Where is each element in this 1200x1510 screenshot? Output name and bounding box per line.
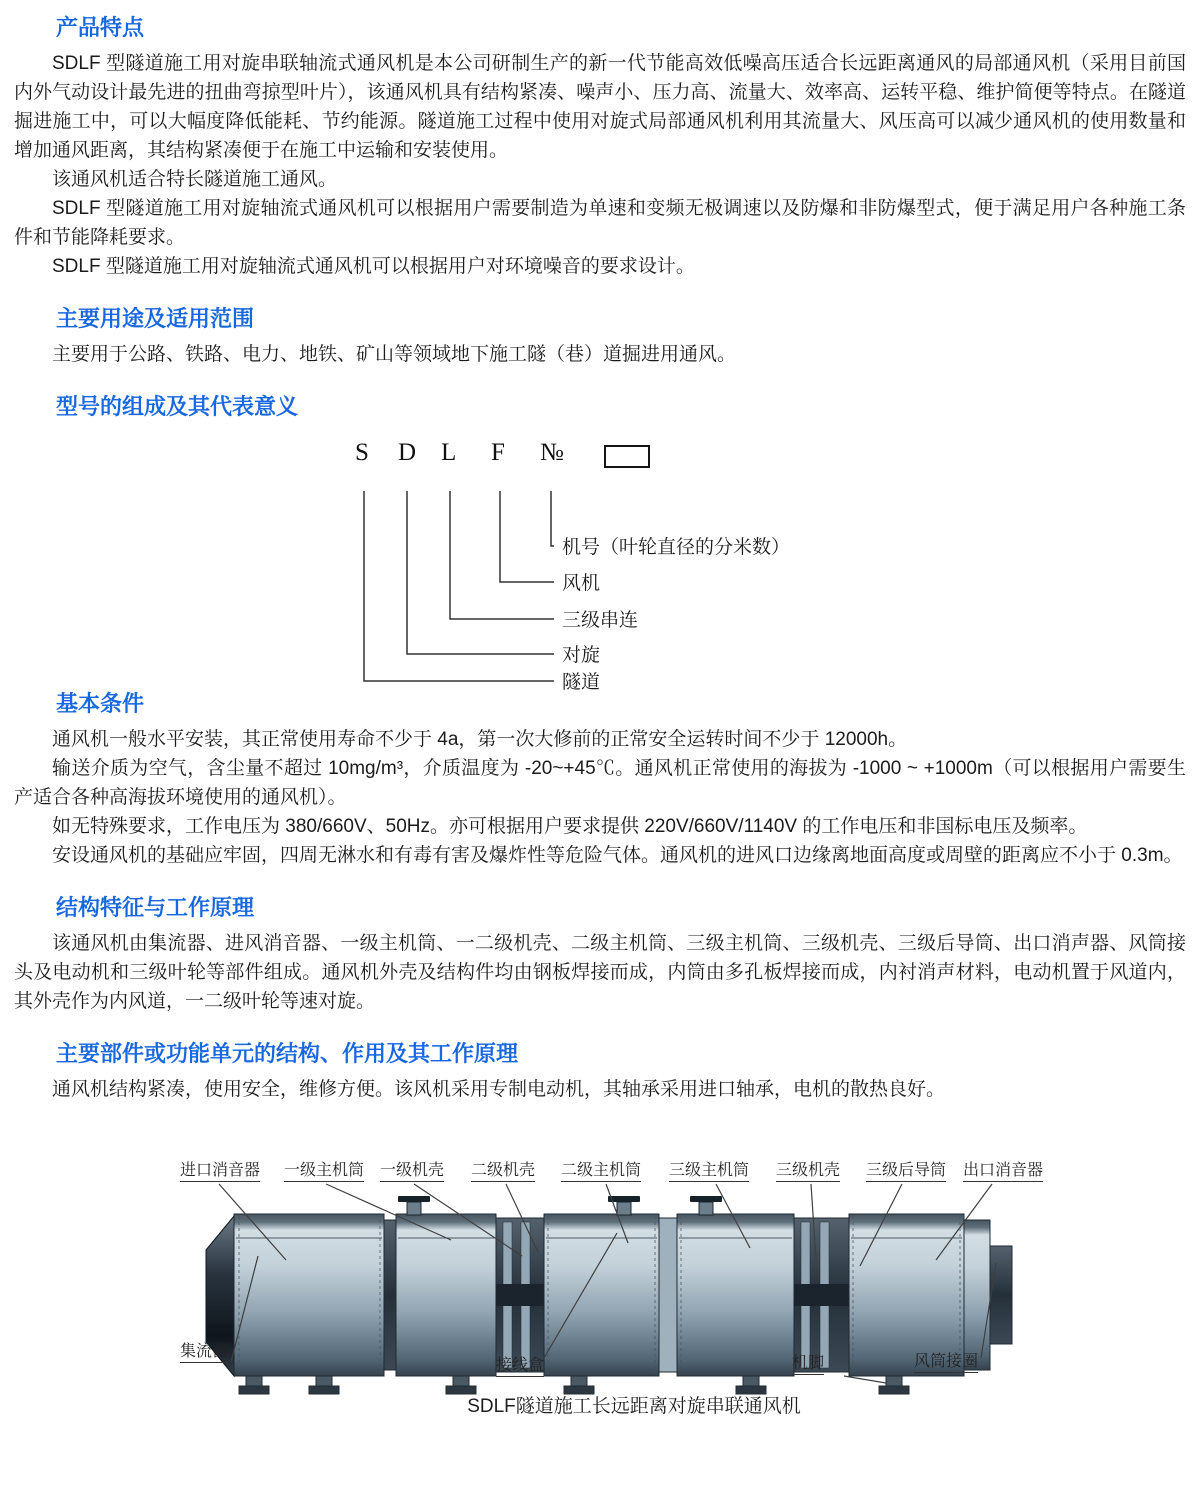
fan-illustration-figure [14, 1148, 1186, 1448]
section-heading-main-components: 主要部件或功能单元的结构、作用及其工作原理 [56, 1041, 519, 1066]
paragraph: 如无特殊要求，工作电压为 380/660V、50Hz。亦可根据用户要求提供 220V/660V/1140V 的工作电压和非国标电压及频率。 [52, 816, 1088, 837]
paragraph: SDLF 型隧道施工用对旋轴流式通风机可以根据用户需要制造为单速和变频无极调速以及防爆和非防爆型式，便于满足用户各种施工条件和节能降耗要求。 [14, 198, 1186, 248]
paragraph: SDLF 型隧道施工用对旋轴流式通风机可以根据用户对环境噪音的要求设计。 [52, 256, 695, 277]
section-heading-basic-conditions: 基本条件 [56, 691, 145, 716]
label-collector: 集流器 [180, 1342, 228, 1363]
model-letter-d: D [398, 439, 417, 466]
model-label-tunnel: 隧道 [562, 672, 601, 693]
section-heading-main-uses: 主要用途及适用范围 [56, 306, 255, 331]
label-stage3-main-barrel: 三级主机筒 [669, 1161, 749, 1182]
label-stage3-casing: 三级机壳 [776, 1161, 840, 1182]
label-stage3-rear-guide: 三级后导筒 [866, 1161, 946, 1182]
model-label-counter-rotating: 对旋 [562, 645, 601, 666]
model-label-fan-number: 机号（叶轮直径的分米数） [562, 537, 791, 558]
label-stage2-casing: 二级机壳 [471, 1161, 535, 1182]
section-heading-model-composition: 型号的组成及其代表意义 [56, 394, 299, 419]
paragraph: 该通风机适合特长隧道施工通风。 [52, 169, 338, 190]
outlet-ring [964, 1220, 990, 1370]
model-label-fan: 风机 [562, 573, 601, 594]
label-outlet-silencer: 出口消音器 [963, 1161, 1043, 1182]
label-inlet-silencer: 进口消音器 [180, 1161, 260, 1182]
label-stage2-main-barrel: 二级主机筒 [561, 1161, 641, 1182]
paragraph: 主要用于公路、铁路、电力、地铁、矿山等领域地下施工隧（巷）道掘进用通风。 [52, 344, 737, 365]
figure-caption: SDLF隧道施工长远距离对旋串联通风机 [467, 1396, 801, 1417]
paragraph: 通风机结构紧凑，使用安全，维修方便。该风机采用专制电动机，其轴承采用进口轴承，电机的散热良好。 [52, 1079, 946, 1100]
model-label-three-stage-series: 三级串连 [562, 610, 639, 631]
model-letter-s: S [355, 439, 369, 466]
label-junction-box: 接线盒 [496, 1356, 544, 1377]
label-stage1-casing: 一级机壳 [380, 1161, 444, 1182]
section-heading-product-features: 产品特点 [56, 15, 145, 40]
label-machine-foot: 机脚 [792, 1354, 824, 1375]
paragraph: 通风机一般水平安装，其正常使用寿命不少于 4a，第一次大修前的正常安全运转时间不少于 12000h。 [52, 729, 908, 750]
model-letter-l: L [441, 439, 457, 466]
model-number-box [604, 445, 650, 468]
duct-connection-ring [990, 1246, 1012, 1344]
paragraph: 该通风机由集流器、进风消音器、一级主机筒、一二级机壳、二级主机筒、三级主机筒、三级机壳、三级后导筒、出口消声器、风筒接头及电动机和三级叶轮等部件组成。通风机外壳及结构件均由钢板焊接而成，内筒由多孔板焊接而成，内衬消声材料，电动机置于风道内，其外壳作为内风道，一二级叶轮等速对旋。 [14, 933, 1186, 1012]
model-letter-no: № [540, 439, 564, 466]
label-stage1-main-barrel: 一级主机筒 [284, 1161, 364, 1182]
section-heading-structure-principle: 结构特征与工作原理 [56, 895, 255, 920]
label-duct-connection-ring: 风筒接圈 [914, 1352, 978, 1373]
model-code-diagram [14, 428, 1186, 693]
model-letter-f: F [491, 439, 505, 466]
paragraph: 输送介质为空气，含尘量不超过 10mg/m³，介质温度为 -20~+45℃。通风机正常使用的海拔为 -1000 ~ +1000m（可以根据用户需要生产适合各种高海拔环境使用的通风机）。 [14, 758, 1186, 808]
paragraph: SDLF 型隧道施工用对旋串联轴流式通风机是本公司研制生产的新一代节能高效低噪高压适合长远距离通风的局部通风机（采用目前国内外气动设计最先进的扭曲弯掠型叶片），该通风机具有结构紧凑、噪声小、压力高、流量大、效率高、运转平稳、维护简便等特点。在隧道掘进施工中，可以大幅度降低能耗、节约能源。隧道施工过程中使用对旋式局部通风机利用其流量大、风压高可以减少通风机的使用数量和增加通风距离，其结构紧凑便于在施工中运输和安装使用。 [14, 53, 1186, 161]
fan-feet [239, 1374, 909, 1394]
paragraph: 安设通风机的基础应牢固，四周无淋水和有毒有害及爆炸性等危险气体。通风机的进风口边缘离地面高度或周壁的距离应不小于 0.3m。 [52, 845, 1183, 866]
